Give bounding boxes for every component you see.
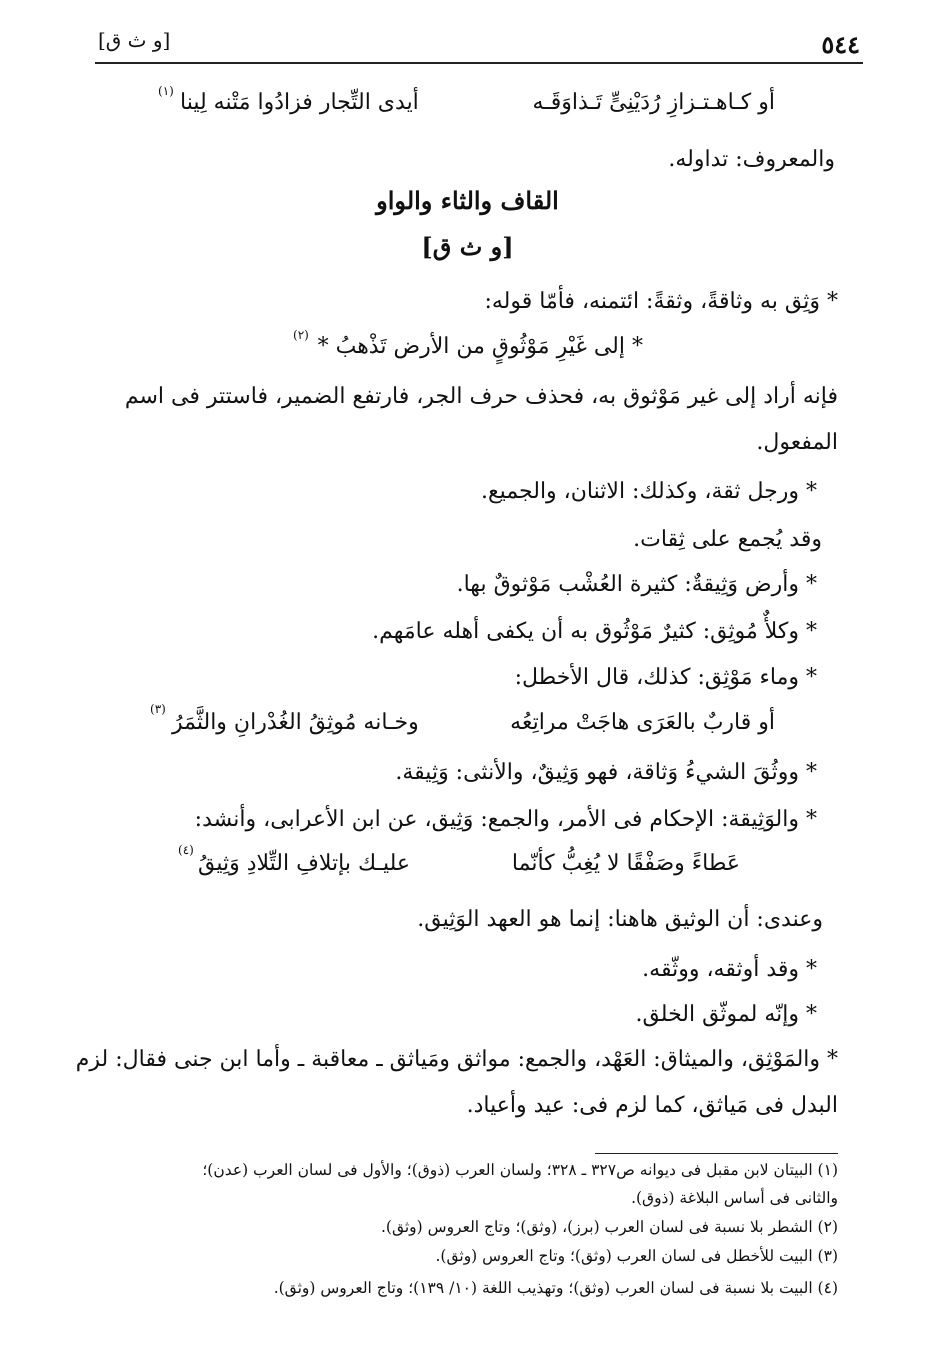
- footnote-2: (٢) الشطر بلا نسبة فى لسان العرب (برز)، (وثق)؛ وتاج العروس (وثق).: [380, 1218, 838, 1236]
- running-head: [و ث ق]: [98, 28, 171, 52]
- paragraph-1: * وَثِق به وثاقةً، وثقةً: ائتمنه، فأمّا قوله:: [484, 289, 838, 314]
- footnote-1-line-2: والثانى فى أساس البلاغة (ذوق).: [631, 1189, 838, 1207]
- paragraph-5: * وأرض وَثِيقةٌ: كثيرة العُشْب مَوْثوقٌ بها.: [456, 572, 817, 597]
- paragraph-11: * وقد أوثقه، ووثّقه.: [642, 957, 817, 982]
- footnote-1-line-1: (١) البيتان لابن مقبل فى ديوانه ص٣٢٧ ـ ٣٢٨؛ ولسان العرب (ذوق)؛ والأول فى لسان العرب (عدن)؛: [202, 1161, 838, 1179]
- paragraph-12: * وإنّه لموثّق الخلق.: [635, 1002, 817, 1027]
- verse2-second-hemistich: وخـانه مُوثِقُ الغُدْرانِ والثَّمَرُ: [172, 710, 419, 735]
- footnote-marker-1: (١): [158, 84, 174, 98]
- paragraph-10: وعندى: أن الوثيق هاهنا: إنما هو العهد الوَثِيق.: [417, 907, 823, 932]
- paragraph-2-line-1: فإنه أراد إلى غير مَوْثوق به، فحذف حرف الجر، فارتفع الضمير، فاستتر فى اسم: [124, 384, 838, 409]
- page-number: ٥٤٤: [821, 30, 860, 59]
- footnote-marker-2: (٢): [293, 328, 309, 342]
- footnote-marker-3: (٣): [150, 702, 166, 716]
- paragraph-6: * وكلأٌ مُوثِق: كثيرٌ مَوْثُوق به أن يكفى أهله عامَهم.: [372, 619, 817, 644]
- verse2-first-hemistich: أو قاربٌ بالعَرَى هاجَتْ مراتِعُه: [510, 710, 775, 735]
- verse3-first-hemistich: عَطاءً وصَفْقًا لا يُغِبُّ كأنّما: [511, 851, 740, 876]
- paragraph-2-line-2: المفعول.: [756, 430, 838, 455]
- paragraph-7: * وماء مَوْثِق: كذلك، قال الأخطل:: [514, 665, 817, 690]
- paragraph-13-line-1: * والمَوْثِق، والميثاق: العَهْد، والجمع: مواثق ومَياثق ـ معاقبة ـ وأما ابن جنى فقال: لزم: [75, 1047, 838, 1072]
- header-rule: [95, 62, 863, 64]
- verse1-second-hemistich: أيدى التِّجار فزادُوا مَتْنه لِينا: [180, 90, 419, 115]
- section-heading: القاف والثاء والواو: [376, 186, 559, 215]
- paragraph-8: * ووثُقَ الشيءُ وَثاقة، فهو وَثِيقٌ، والأنثى: وَثِيقة.: [395, 760, 817, 785]
- root-heading: [و ث ق]: [421, 232, 514, 261]
- footnote-marker-4: (٤): [178, 843, 194, 857]
- verse3-second-hemistich: عليـك بإتلافِ التِّلادِ وَثِيقُ: [198, 851, 411, 876]
- footnote-3: (٣) البيت للأخطل فى لسان العرب (وثق)؛ وتاج العروس (وثق).: [435, 1247, 838, 1265]
- paragraph-13-line-2: البدل فى مَياثق، كما لزم فى: عيد وأعياد.: [466, 1093, 838, 1118]
- paragraph-4: وقد يُجمع على ثِقات.: [633, 527, 822, 552]
- paragraph-3: * ورجل ثقة، وكذلك: الاثنان، والجميع.: [480, 479, 817, 504]
- verse1-first-hemistich: أو كـاهـتـزازِ رُدَيْنِىٍّ تَـذاوَقَـه: [532, 90, 775, 115]
- line-known: والمعروف: تداوله.: [668, 147, 835, 172]
- footnote-4: (٤) البيت بلا نسبة فى لسان العرب (وثق)؛ وتهذيب اللغة (١٠/ ١٣٩)؛ وتاج العروس (وثق).: [273, 1279, 838, 1297]
- paragraph-9: * والوَثِيقة: الإحكام فى الأمر، والجمع: وَثِيق، عن ابن الأعرابى، وأنشد:: [194, 807, 817, 832]
- footnote-rule: [595, 1153, 838, 1154]
- quote-1: * إلى غَيْرِ مَوْثُوقٍ من الأرض تَذْهبُ *: [317, 334, 643, 359]
